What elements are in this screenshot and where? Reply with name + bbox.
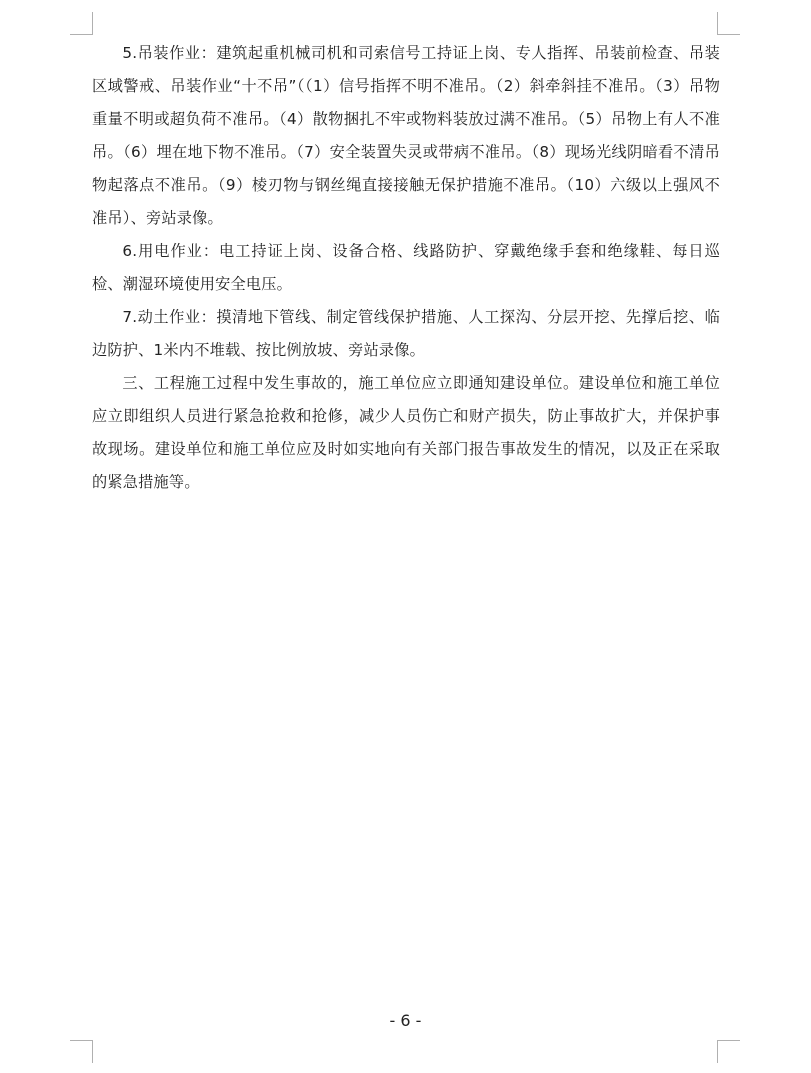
paragraph-electrical-operation: 6.用电作业：电工持证上岗、设备合格、线路防护、穿戴绝缘手套和绝缘鞋、每日巡检、潮湿环境使用安全电压。 [92, 242, 720, 293]
paragraph-accident-reporting: 三、工程施工过程中发生事故的，施工单位应立即通知建设单位。建设单位和施工单位应立即组织人员进行紧急抢救和抢修，减少人员伤亡和财产损失，防止事故扩大，并保护事故现场。建设单位和施工单位应及时如实地向有关部门报告事故发生的情况，以及正在采取的紧急措施等。 [92, 374, 720, 491]
paragraph-hoisting-operation: 5.吊装作业：建筑起重机械司机和司索信号工持证上岗、专人指挥、吊装前检查、吊装区域警戒、吊装作业“十不吊”（（1）信号指挥不明不准吊。（2）斜牵斜挂不准吊。（3）吊物重量不明或超负荷不准吊。（4）散物捆扎不牢或物料装放过满不准吊。（5）吊物上有人不准吊。（6）埋在地下物不准吊。（7）安全装置失灵或带病不准吊。（8）现场光线阴暗看不清吊物起落点不准吊。（9）棱刃物与钢丝绳直接接触无保护措施不准吊。（10）六级以上强风不准吊）、旁站录像。 [92, 44, 720, 227]
crop-mark-top-left [70, 12, 93, 35]
crop-mark-top-right [717, 12, 740, 35]
crop-mark-bottom-right [717, 1040, 740, 1063]
document-body [92, 37, 720, 499]
paragraph-excavation-operation: 7.动土作业：摸清地下管线、制定管线保护措施、人工探沟、分层开挖、先撑后挖、临边防护、1米内不堆载、按比例放坡、旁站录像。 [92, 308, 720, 359]
crop-mark-bottom-left [70, 1040, 93, 1063]
page-number: - 6 - [389, 1011, 422, 1030]
